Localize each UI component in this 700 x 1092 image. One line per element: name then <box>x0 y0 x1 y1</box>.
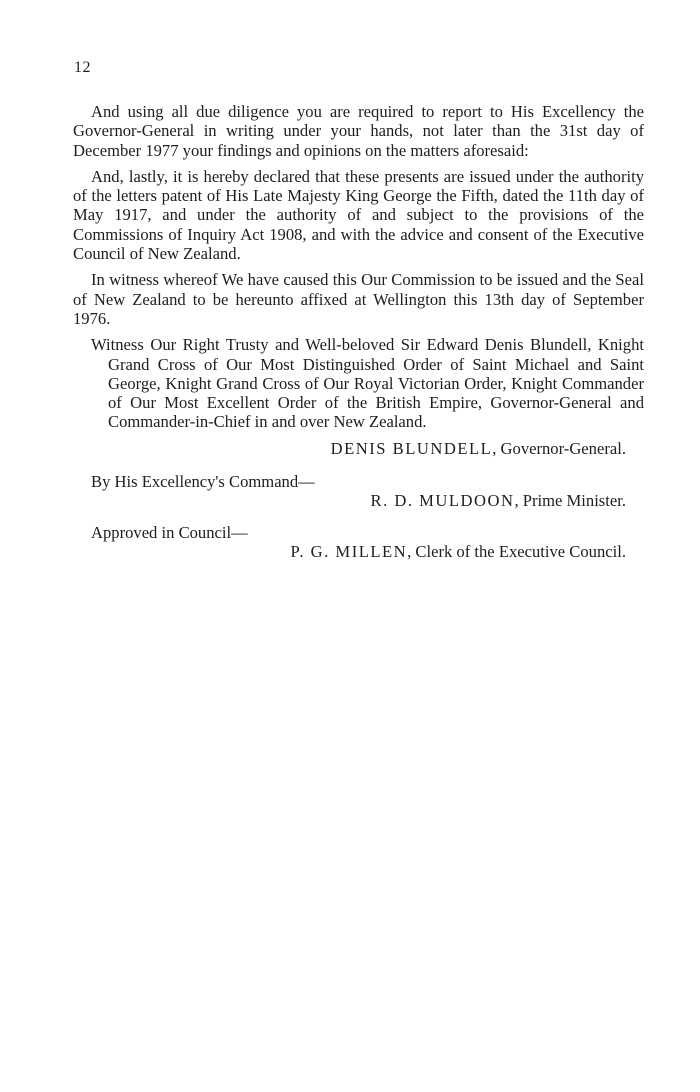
clerk-name: P. G. MILLEN <box>290 541 408 561</box>
minister-signature <box>73 491 644 510</box>
clerk-signature <box>73 542 644 561</box>
commission-text <box>73 102 644 561</box>
governor-title: , Governor-General. <box>492 438 626 458</box>
governor-signature <box>73 439 644 458</box>
paragraph-authority-declaration: And, lastly, it is hereby declared that these presents are issued under the authority of the letters patent of His Late Majesty King George the Fifth, dated the 11th day of May 1917, and under the authority of and subject to the provisions of the Commissions of Inquiry Act 1908, and with the advice and consent of the Executive Council of New Zealand. <box>73 166 644 264</box>
page-number: 12 <box>74 59 91 76</box>
paragraph-in-witness: In witness whereof We have caused this Our Commission to be issued and the Seal of New Zealand to be hereunto affixed at Wellington this 13th day of September 1976. <box>73 270 644 328</box>
minister-title: , Prime Minister. <box>514 491 626 511</box>
council-approval-line: Approved in Council— <box>91 522 248 542</box>
governor-name: DENIS BLUNDELL <box>330 438 493 458</box>
paragraph-report-deadline: And using all due diligence you are required to report to His Excellency the Governor-General in writing under your hands, not later than the 31st day of December 1977 your findings and opinions on the matters aforesaid: <box>73 102 644 160</box>
clerk-title: , Clerk of the Executive Council. <box>407 541 626 561</box>
command-line: By His Excellency's Command— <box>91 472 315 492</box>
minister-name: R. D. MULDOON <box>370 491 515 511</box>
witness-clause: Witness Our Right Trusty and Well-beloved Sir Edward Denis Blundell, Knight Grand Cross of Our Most Distinguished Order of Saint Michael and Saint George, Knight Grand Cross of Our Royal Victorian Order, Knight Commander of Our Most Excellent Order of the British Empire, Governor-General and Commander-in-Chief in and over New Zealand. <box>91 335 644 432</box>
